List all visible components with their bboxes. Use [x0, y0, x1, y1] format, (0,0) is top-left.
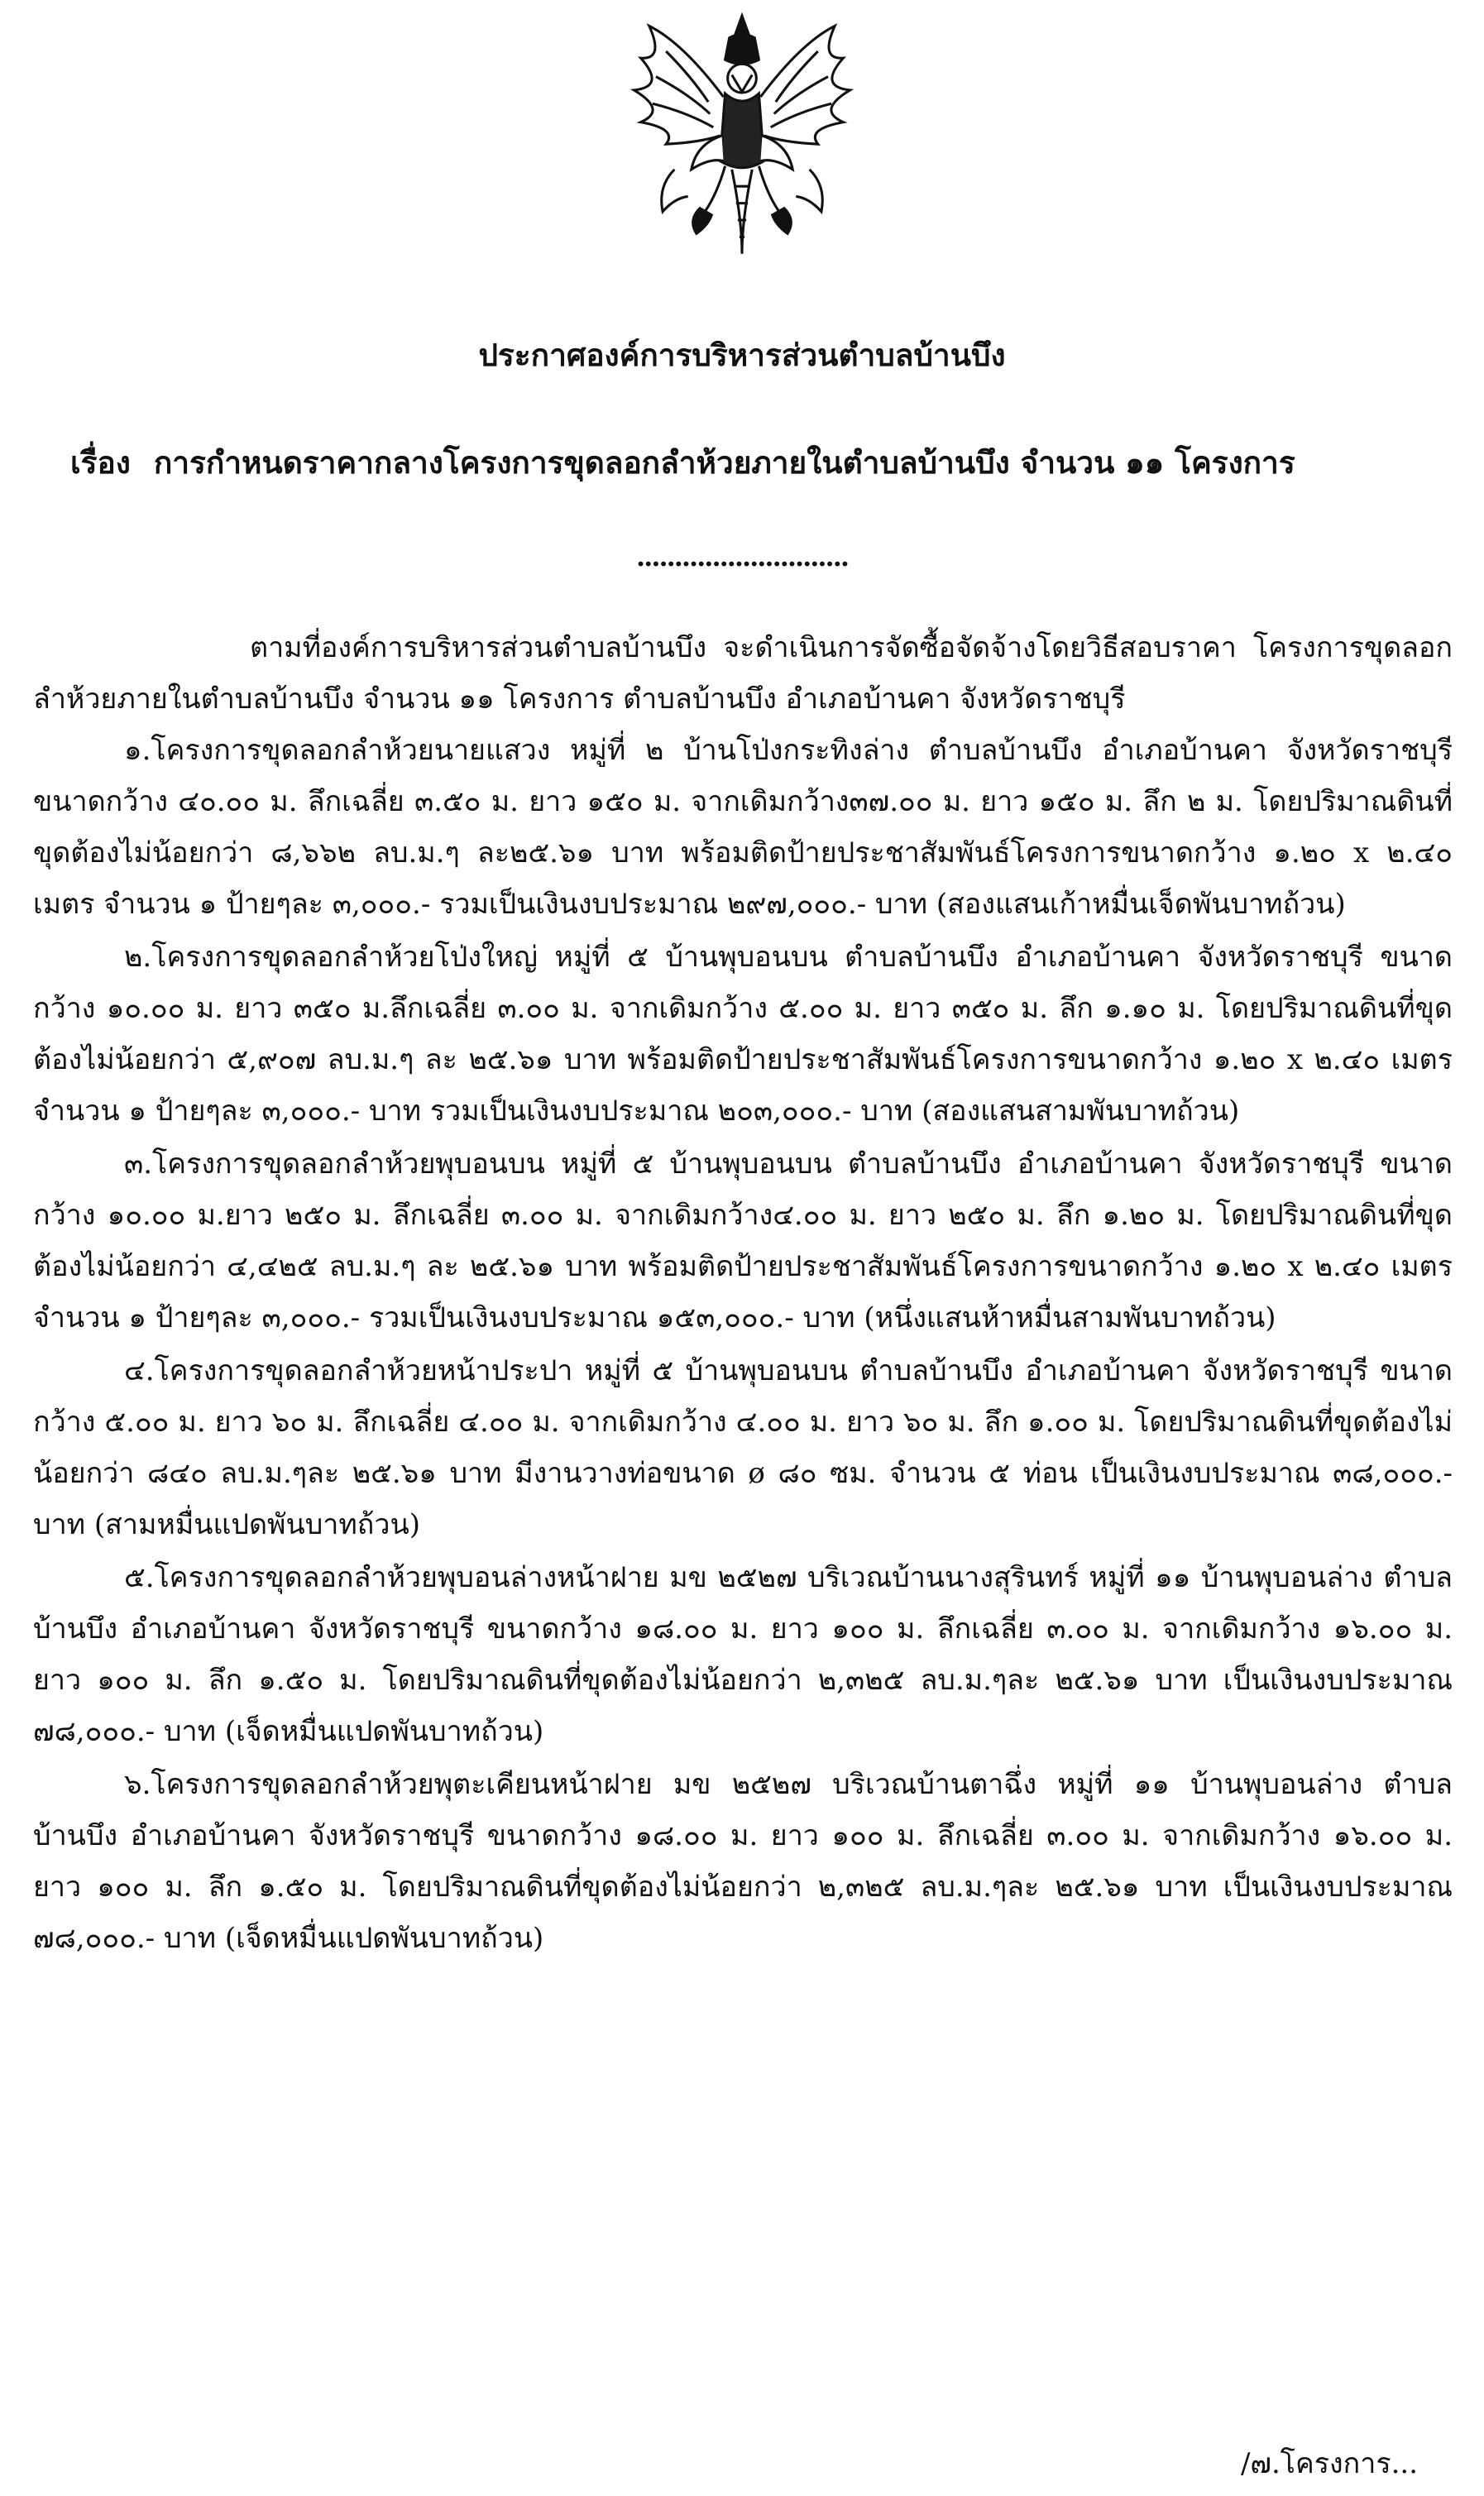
subject-line	[70, 438, 1460, 487]
continuation-note: /๗.โครงการ...	[1240, 2447, 1418, 2480]
announcement-title: ประกาศองค์การบริหารส่วนตำบลบ้านบึง	[478, 338, 1006, 373]
project-item-1: ๑.โครงการขุดลอกลำห้วยนายแสวง หมู่ที่ ๒ บ้านโป่งกระทิงล่าง ตำบลบ้านบึง อำเภอบ้านคา จังหวัดราชบุรี ขนาดกว้าง ๔๐.๐๐ ม. ลึกเฉลี่ย ๓.๕๐ ม. ยาว ๑๕๐ ม. จากเดิมกว้าง๓๗.๐๐ ม. ยาว ๑๕๐ ม. ลึก ๒ ม. โดยปริมาณดินที่ขุดต้องไม่น้อยกว่า ๘,๖๖๒ ลบ.ม.ๆ ละ๒๕.๖๑ บาท พร้อมติดป้ายประชาสัมพันธ์โครงการขนาดกว้าง ๑.๒๐ x ๒.๔๐ เมตร จำนวน ๑ ป้ายๆละ ๓,๐๐๐.- รวมเป็นเงินงบประมาณ ๒๙๗,๐๐๐.- บาท (สองแสนเก้าหมื่นเจ็ดพันบาทถ้วน)	[33, 734, 1453, 921]
project-item-5: ๕.โครงการขุดลอกลำห้วยพุบอนล่างหน้าฝาย มข ๒๕๒๗ บริเวณบ้านนางสุรินทร์ หมู่ที่ ๑๑ บ้านพุบอนล่าง ตำบลบ้านบึง อำเภอบ้านคา จังหวัดราชบุรี ขนาดกว้าง ๑๘.๐๐ ม. ยาว ๑๐๐ ม. ลึกเฉลี่ย ๓.๐๐ ม. จากเดิมกว้าง ๑๖.๐๐ ม. ยาว ๑๐๐ ม. ลึก ๑.๕๐ ม. โดยปริมาณดินที่ขุดต้องไม่น้อยกว่า ๒,๓๒๕ ลบ.ม.ๆละ ๒๕.๖๑ บาท เป็นเงินงบประมาณ ๗๘,๐๐๐.- บาท (เจ็ดหมื่นแปดพันบาทถ้วน)	[33, 1561, 1453, 1748]
intro-paragraph: ตามที่องค์การบริหารส่วนตำบลบ้านบึง จะดำเนินการจัดซื้อจัดจ้างโดยวิธีสอบราคา โครงการขุดลอกลำห้วยภายในตำบลบ้านบึง จำนวน ๑๑ โครงการ ตำบลบ้านบึง อำเภอบ้านคา จังหวัดราชบุรี	[33, 631, 1453, 716]
subject-text: การกำหนดราคากลางโครงการขุดลอกลำห้วยภายในตำบลบ้านบึง จำนวน ๑๑ โครงการ	[153, 445, 1295, 481]
document-body	[33, 622, 1453, 1964]
project-item-6: ๖.โครงการขุดลอกลำห้วยพุตะเคียนหน้าฝาย มข ๒๕๒๗ บริเวณบ้านตาฉึ่ง หมู่ที่ ๑๑ บ้านพุบอนล่าง ตำบลบ้านบึง อำเภอบ้านคา จังหวัดราชบุรี ขนาดกว้าง ๑๘.๐๐ ม. ยาว ๑๐๐ ม. ลึกเฉลี่ย ๓.๐๐ ม. จากเดิมกว้าง ๑๖.๐๐ ม. ยาว ๑๐๐ ม. ลึก ๑.๕๐ ม. โดยปริมาณดินที่ขุดต้องไม่น้อยกว่า ๒,๓๒๕ ลบ.ม.ๆละ ๒๕.๖๑ บาท เป็นเงินงบประมาณ ๗๘,๐๐๐.- บาท (เจ็ดหมื่นแปดพันบาทถ้วน)	[33, 1768, 1453, 1955]
project-item-3: ๓.โครงการขุดลอกลำห้วยพุบอนบน หมู่ที่ ๕ บ้านพุบอนบน ตำบลบ้านบึง อำเภอบ้านคา จังหวัดราชบุรี ขนาดกว้าง ๑๐.๐๐ ม.ยาว ๒๕๐ ม. ลึกเฉลี่ย ๓.๐๐ ม. จากเดิมกว้าง๔.๐๐ ม. ยาว ๒๕๐ ม. ลึก ๑.๒๐ ม. โดยปริมาณดินที่ขุดต้องไม่น้อยกว่า ๔,๔๒๕ ลบ.ม.ๆ ละ ๒๕.๖๑ บาท พร้อมติดป้ายประชาสัมพันธ์โครงการขนาดกว้าง ๑.๒๐ x ๒.๔๐ เมตร จำนวน ๑ ป้ายๆละ ๓,๐๐๐.- รวมเป็นเงินงบประมาณ ๑๕๓,๐๐๐.- บาท (หนึ่งแสนห้าหมื่นสามพันบาทถ้วน)	[33, 1147, 1453, 1334]
project-item-2: ๒.โครงการขุดลอกลำห้วยโป่งใหญ่ หมู่ที่ ๕ บ้านพุบอนบน ตำบลบ้านบึง อำเภอบ้านคา จังหวัดราชบุรี ขนาดกว้าง ๑๐.๐๐ ม. ยาว ๓๕๐ ม.ลึกเฉลี่ย ๓.๐๐ ม. จากเดิมกว้าง ๕.๐๐ ม. ยาว ๓๕๐ ม. ลึก ๑.๑๐ ม. โดยปริมาณดินที่ขุดต้องไม่น้อยกว่า ๕,๙๐๗ ลบ.ม.ๆ ละ ๒๕.๖๑ บาท พร้อมติดป้ายประชาสัมพันธ์โครงการขนาดกว้าง ๑.๒๐ x ๒.๔๐ เมตร จำนวน ๑ ป้ายๆละ ๓,๐๐๐.- บาท รวมเป็นเงินงบประมาณ ๒๐๓,๐๐๐.- บาท (สองแสนสามพันบาทถ้วน)	[33, 941, 1453, 1128]
project-item-4: ๔.โครงการขุดลอกลำห้วยหน้าประปา หมู่ที่ ๕ บ้านพุบอนบน ตำบลบ้านบึง อำเภอบ้านคา จังหวัดราชบุรี ขนาดกว้าง ๕.๐๐ ม. ยาว ๖๐ ม. ลึกเฉลี่ย ๔.๐๐ ม. จากเดิมกว้าง ๔.๐๐ ม. ยาว ๖๐ ม. ลึก ๑.๐๐ ม. โดยปริมาณดินที่ขุดต้องไม่น้อยกว่า ๘๔๐ ลบ.ม.ๆละ ๒๕.๖๑ บาท มีงานวางท่อขนาด ø ๘๐ ซม. จำนวน ๕ ท่อน เป็นเงินงบประมาณ ๓๘,๐๐๐.- บาท (สามหมื่นแปดพันบาทถ้วน)	[33, 1354, 1453, 1541]
divider: ............................	[636, 541, 848, 572]
garuda-emblem-icon	[615, 8, 869, 263]
subject-label: เรื่อง	[70, 445, 131, 481]
